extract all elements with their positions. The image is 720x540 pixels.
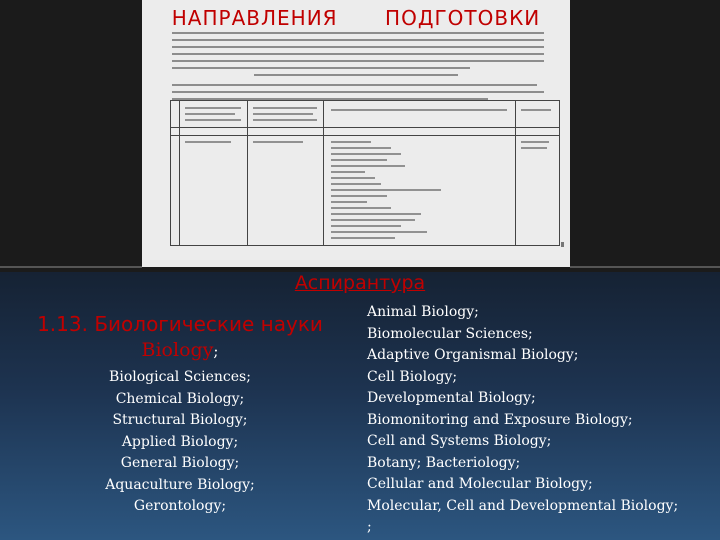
right-program-item: Biomolecular Sciences;	[367, 325, 533, 342]
right-program-item: Adaptive Organismal Biology;	[367, 347, 579, 363]
left-program-item: Chemical Biology;	[115, 390, 245, 407]
document-table	[170, 100, 560, 246]
field-english-title: Biology	[141, 339, 214, 361]
field-code-title: 1.13. Биологические науки	[37, 312, 323, 336]
left-program-item: Biological Sciences;	[109, 369, 251, 385]
rule-left	[0, 266, 142, 268]
document-scan	[142, 0, 570, 267]
right-program-item: Botany; Bacteriology;	[367, 454, 521, 471]
document-title	[148, 6, 564, 30]
right-program-item: Cell and Systems Biology;	[367, 433, 552, 449]
document-title-right: ПОДГОТОВКИ	[385, 6, 541, 30]
right-program-item: Cellular and Molecular Biology;	[367, 476, 593, 492]
section-heading: Аспирантура	[294, 272, 426, 294]
right-program-item: ;	[367, 519, 372, 535]
right-program-item: Animal Biology;	[367, 304, 479, 320]
left-program-list	[28, 367, 332, 518]
left-program-item: General Biology;	[120, 455, 240, 471]
field-english-title-row	[28, 339, 332, 361]
document-paragraph	[172, 32, 544, 81]
field-english-title-separator: ;	[213, 342, 219, 360]
document-title-left: НАПРАВЛЕНИЯ	[171, 6, 338, 30]
left-program-item: Structural Biology;	[112, 412, 248, 428]
left-program-item: Aquaculture Biology;	[105, 476, 255, 493]
document-page-number	[561, 242, 564, 247]
right-program-item: Developmental Biology;	[367, 390, 536, 406]
left-program-item: Gerontology;	[133, 498, 227, 514]
right-program-item: Cell Biology;	[367, 368, 458, 385]
rule-right	[570, 266, 720, 268]
right-program-list	[367, 302, 712, 539]
left-program-item: Applied Biology;	[121, 433, 239, 450]
right-program-item: Biomonitoring and Exposure Biology;	[367, 411, 633, 428]
right-program-item: Molecular, Cell and Developmental Biology;	[367, 497, 679, 514]
